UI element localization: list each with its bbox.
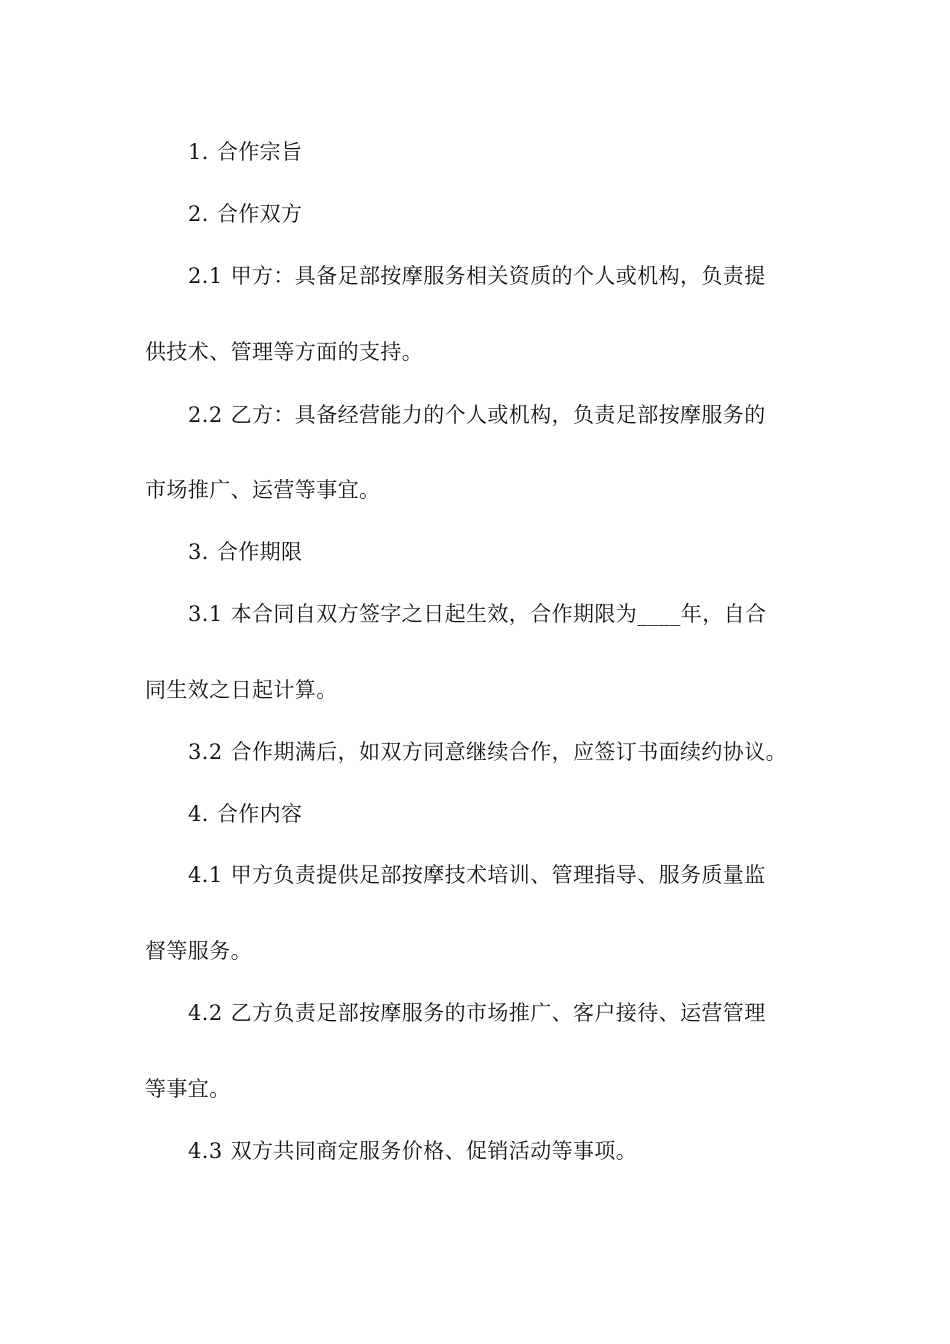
section-number: 1. (188, 140, 209, 164)
section-text: 双方共同商定服务价格、促销活动等事项。 (230, 1139, 638, 1163)
clause-4-2 (188, 999, 853, 1027)
section-text: 市场推广、运营等事宜。 (145, 478, 381, 502)
clause-4-1 (188, 861, 853, 889)
section-number: 3.2 (188, 740, 223, 764)
section-text: 合作宗旨 (216, 140, 303, 164)
clause-3-1-cont (145, 676, 810, 704)
clause-3-1 (188, 600, 853, 628)
clause-4-2-cont (145, 1075, 810, 1103)
section-number: 4.2 (188, 1001, 223, 1025)
section-number: 4.1 (188, 863, 223, 887)
section-text: 供技术、管理等方面的支持。 (145, 340, 424, 364)
clause-2-1 (188, 262, 853, 290)
heading-parties (188, 200, 853, 228)
section-text: 乙方负责足部按摩服务的市场推广、客户接待、运营管理 (230, 1001, 766, 1025)
section-text: 等事宜。 (145, 1077, 231, 1101)
section-text: 本合同自双方签字之日起生效，合作期限为____年，自合 (230, 602, 767, 626)
section-number: 2.1 (188, 264, 223, 288)
clause-4-3 (188, 1137, 853, 1165)
section-text: 乙方：具备经营能力的个人或机构，负责足部按摩服务的 (230, 403, 766, 427)
section-text: 甲方：具备足部按摩服务相关资质的个人或机构，负责提 (230, 264, 766, 288)
section-text: 合作内容 (216, 802, 303, 826)
clause-2-2-cont (145, 476, 810, 504)
clause-4-1-cont (145, 937, 810, 965)
section-text: 合作期限 (216, 540, 303, 564)
heading-term (188, 538, 853, 566)
clause-2-2 (188, 401, 853, 429)
section-number: 2.2 (188, 403, 223, 427)
section-number: 3. (188, 540, 209, 564)
section-text: 合作双方 (216, 202, 303, 226)
heading-purpose (188, 138, 853, 166)
clause-2-1-cont (145, 338, 810, 366)
section-number: 3.1 (188, 602, 223, 626)
clause-3-2 (188, 738, 853, 766)
section-number: 4. (188, 802, 209, 826)
section-text: 合作期满后，如双方同意继续合作，应签订书面续约协议。 (230, 740, 788, 764)
heading-content (188, 800, 853, 828)
section-number: 2. (188, 202, 209, 226)
section-number: 4.3 (188, 1139, 223, 1163)
section-text: 同生效之日起计算。 (145, 678, 338, 702)
section-text: 督等服务。 (145, 939, 252, 963)
section-text: 甲方负责提供足部按摩技术培训、管理指导、服务质量监 (230, 863, 766, 887)
